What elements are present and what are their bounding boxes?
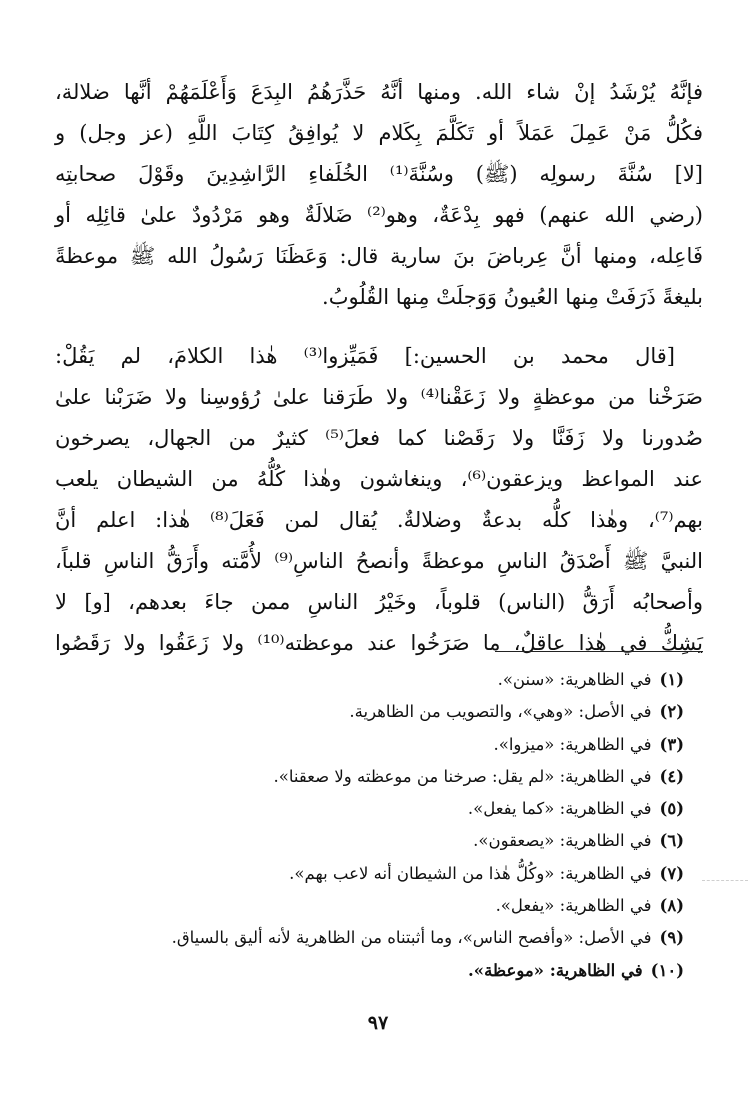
footnote-number: (١) [659, 670, 684, 689]
footnote-text: في الظاهرية: «يصعقون». [473, 831, 652, 851]
footnote-item [64, 664, 684, 696]
footnote-number: (٩) [659, 928, 684, 948]
footnote-item [64, 729, 684, 761]
footnote-text: في الظاهرية: «لم يقل: صرخنا من موعظته ولا صعقنا». [273, 766, 652, 786]
footnote-number: (٢) [659, 702, 684, 722]
footnote-number: (٥) [659, 799, 684, 819]
footnote-number: (٤) [659, 766, 684, 786]
text-line: (رضي الله عنهم) فهو بِدْعَةٌ، وهو⁽²⁾ ضَلالَةٌ وهو مَرْدُودٌ علىٰ قائِلِه أو [55, 203, 703, 227]
footnote-text: في الأصل: «وأفصح الناس»، وما أثبتناه من الظاهرية لأنه أليق بالسياق. [171, 928, 652, 948]
main-text-paragraph-2 [55, 336, 703, 664]
footnote-text: في الظاهرية: «موعظة». [468, 960, 643, 980]
footnote-item [64, 858, 684, 890]
footnote-text: في الظاهرية: «ميزوا». [493, 734, 652, 754]
text-line: فكُلُّ مَنْ عَمِلَ عَمَلاً أو تَكَلَّمَ بِكَلام لا يُوافِقُ كِتَابَ اللَّهِ (عز وجل) و [55, 121, 703, 145]
text-line: عند المواعظ ويزعقون⁽⁶⁾، وينغاشون وهٰذا كُلُّهُ من الشيطان يلعب [55, 467, 704, 491]
footnote-item [64, 922, 684, 954]
footnote-item [64, 696, 684, 728]
footnote-divider [495, 651, 703, 652]
footnote-number: (٧) [659, 863, 684, 883]
footnote-text: في الظاهرية: «وكُلُّ هٰذا من الشيطان أنه لاعب بهم». [289, 863, 652, 883]
footnote-text: في الظاهرية: «سنن». [497, 670, 652, 689]
text-line: النبيَّ ﷺ أَصْدَقُ الناسِ موعظةً وأنصحُ الناسِ⁽⁹⁾ لأُمَّته وأَرَقُّ الناسِ قلباً، [55, 549, 703, 573]
text-line: فإنَّهُ يُرْشَدُ إنْ شاء الله. ومنها أنَّهُ حَذَّرَهُمُ البِدَعَ وَأَعْلَمَهُمْ أنَّها ضلالة، [55, 80, 703, 104]
footnote-item [64, 793, 684, 825]
text-line: بهم⁽⁷⁾، وهٰذا كلُّه بدعةٌ وضلالةٌ. يُقال لمن فَعَلَ⁽⁸⁾ هٰذا: اعلم أنَّ [55, 508, 703, 532]
footnote-text: في الظاهرية: «يفعل». [495, 896, 652, 916]
text-line: وأصحابُه أَرَقُّ (الناس) قلوباً، وخَيْرُ الناسِ ممن جاءَ بعدهم، [و] لا [55, 590, 703, 614]
footnote-number: (٣) [659, 734, 684, 754]
text-line: [لا] سُنَّةَ رسولِه (ﷺ) وسُنَّةَ⁽¹⁾ الخُلَفاءِ الرَّاشِدِينَ وقَوْلَ صحابتِه [55, 162, 703, 186]
footnote-text: في الأصل: «وهي»، والتصويب من الظاهرية. [349, 702, 652, 722]
footnotes-list [64, 664, 684, 987]
text-line: بليغةً ذَرَفَتْ مِنها العُيونُ وَوَجلَتْ مِنها القُلُوبُ. [322, 285, 703, 309]
footnote-number: (٦) [659, 831, 684, 851]
text-line: [قال محمد بن الحسين:] فَمَيِّزوا⁽³⁾ هٰذا الكلامَ، لم يَقُلْ: [55, 344, 675, 368]
page-number: ٩٧ [367, 1012, 389, 1034]
scan-artifact-line [702, 880, 748, 881]
text-line: يَشِكُّ في هٰذا عاقلٌ، ما صَرَخُوا عند موعظته⁽¹⁰⁾ ولا زَعَقُوا ولا رَقَصُوا [55, 631, 703, 655]
footnote-item [64, 825, 684, 857]
main-text-paragraph-1 [55, 72, 703, 318]
text-line: صُدورنا ولا زَفَنَّا ولا رَقَصْنا كما فعلَ⁽⁵⁾ كثيرٌ من الجهال، يصرخون [55, 426, 703, 450]
text-line: فَاعِله، ومنها أنَّ عِرباضَ بنَ سارية قال: وَعَظَنَا رَسُولُ الله ﷺ موعظةً [55, 244, 703, 268]
text-line: صَرَخْنا من موعظةٍ ولا زَعَقْنا⁽⁴⁾ ولا طَرَقنا علىٰ رُؤوسِنا ولا ضَرَبْنا علىٰ [55, 385, 703, 409]
footnote-number: (١٠) [650, 960, 684, 980]
footnote-item [64, 955, 684, 987]
footnote-item [64, 761, 684, 793]
footnote-item [64, 890, 684, 922]
footnote-text: في الظاهرية: «كما يفعل». [467, 799, 652, 819]
footnote-number: (٨) [659, 896, 684, 916]
